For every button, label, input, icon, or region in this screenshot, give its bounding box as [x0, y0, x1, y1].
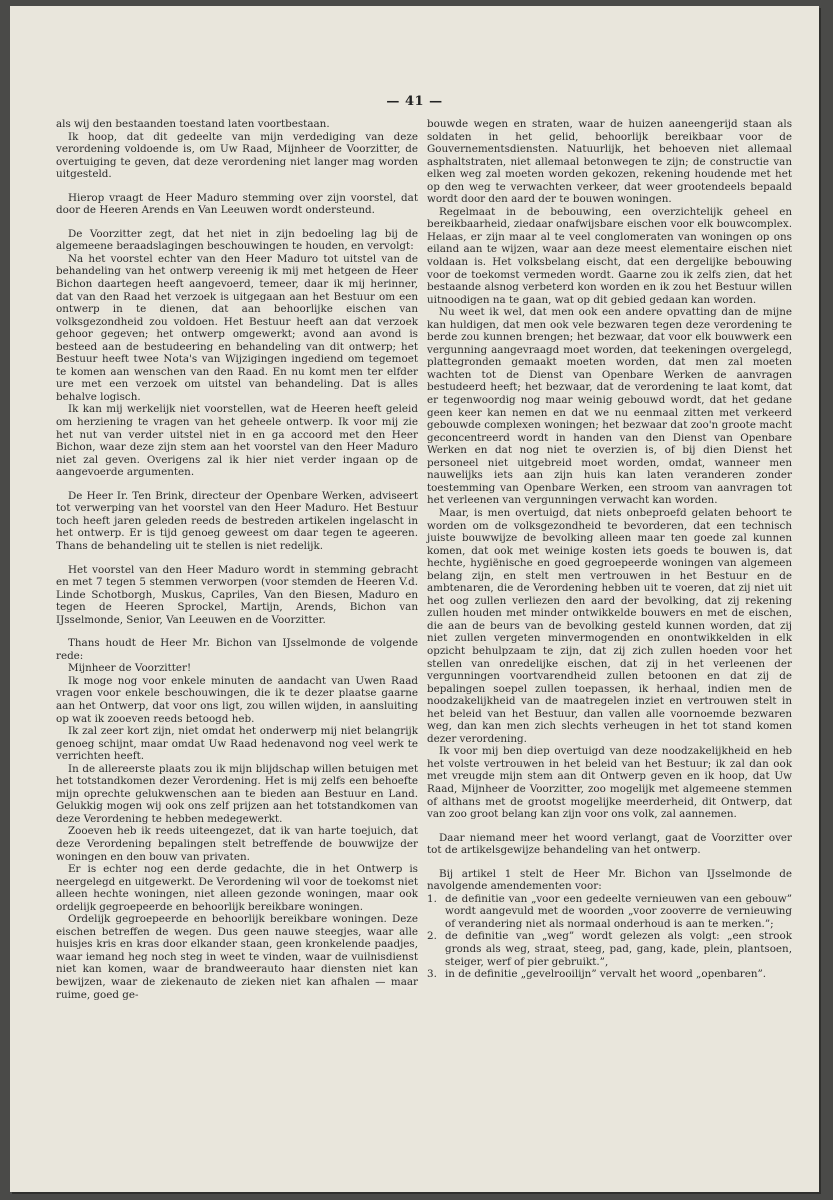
- amendment-number: 2.: [427, 930, 437, 943]
- document-page: [10, 6, 819, 1192]
- paragraph: Nu weet ik wel, dat men ook een andere opvatting dan de mijne kan huldigen, dat men ook vele bezwaren tegen deze verordening te berde zou kunnen brengen; het bezwaar, dat voor elk bouwwerk een vergunning aangevraagd moet worden, dat teekeningen overgelegd, plattegronden gemaakt moeten worden, dat men zal moeten wachten tot de Dienst van Openbare Werken de aanvragen bestudeerd heeft; het bezwaar, dat de verordening te laat komt, dat er tegenwoordig nog maar weinig gebouwd wordt, dat het gedane geen keer kan nemen en dat we nu eenmaal zitten met verkeerd gebouwde complexen woningen; het bezwaar dat zoo'n groote macht geconcentreerd wordt in handen van den Dienst van Openbare Werken en dat nog niet te overzien is, of bij dien Dienst het personeel niet uitgebreid moet worden, omdat, wanneer men nauwelijks iets aan zijn huis kan laten veranderen zonder toestemming van Openbare Werken, een stroom van aanvragen tot het verleenen van vergunningen verwacht kan worden.: [427, 306, 792, 507]
- amendment-item: [427, 968, 792, 981]
- paragraph: In de allereerste plaats zou ik mijn blijdschap willen betuigen met het totstandkomen dezer Verordening. Het is mij zelfs een behoefte mijn oprechte gelukwenschen aan te bieden aan Bestuur en Land. Gelukkig mogen wij ook ons zelf prijzen aan het totstandkomen van deze Verordening te hebben medegewerkt.: [56, 762, 418, 825]
- paragraph: Ik voor mij ben diep overtuigd van deze noodzakelijkheid en heb het volste vertrouwen in het beleid van het Bestuur; ik zal dan ook met vreugde mijn stem aan dit Ontwerp geven en ik hoop, dat Uw Raad, Mijnheer de Voorzitter, zoo mogelijk met algemeene stemmen of althans met de grootst mogelijke meerderheid, dit Ontwerp, dat van zoo groot belang kan zijn voor ons volk, zal aannemen.: [427, 745, 792, 821]
- page-number: — 41 —: [386, 94, 443, 109]
- paragraph: Hierop vraagt de Heer Maduro stemming over zijn voorstel, dat door de Heeren Arends en Van Leeuwen wordt ondersteund.: [56, 191, 418, 217]
- paragraph: Thans houdt de Heer Mr. Bichon van IJsselmonde de volgende rede:: [56, 637, 418, 662]
- left-column: [56, 118, 418, 1001]
- paragraph: Mijnheer de Voorzitter!: [68, 662, 192, 675]
- amendment-number: 1.: [427, 892, 437, 905]
- paragraph: Bij artikel 1 stelt de Heer Mr. Bichon van IJsselmonde de navolgende amendementen voor:: [427, 867, 792, 893]
- amendment-text: de definitie van „weg” wordt gelezen als volgt: „een strook gronds als weg, straat, steeg, pad, gang, kade, plein, plantsoen, steiger, werf of pier gebruikt.”,: [445, 930, 792, 968]
- paragraph: De Voorzitter zegt, dat het niet in zijn bedoeling lag bij de algemeene beraadslagingen beschouwingen te houden, en vervolgt:: [56, 227, 418, 253]
- paragraph: De Heer Ir. Ten Brink, directeur der Openbare Werken, adviseert tot verwerping van het voorstel van den Heer Maduro. Het Bestuur toch heeft jaren geleden reeds de bestreden artikelen ingelascht in het ontwerp. Er is tijd genoeg geweest om daar tegen te ageeren. Thans de behandeling uit te stellen is niet redelijk.: [56, 489, 418, 552]
- paragraph: als wij den bestaanden toestand laten voortbestaan.: [56, 118, 330, 130]
- amendment-item: [427, 893, 792, 931]
- paragraph: Maar, is men overtuigd, dat niets onbeproefd gelaten behoort te worden om de volksgezondheid te bevorderen, dat een technisch juiste bouwwijze de bevolking alleen maar ten goede zal kunnen komen, dat ook met weinige kosten iets goeds te bouwen is, dat hechte, hygiënische en goed gegroepeerde woningen van algemeen belang zijn, en stelt men vertrouwen in het Bestuur en de ambtenaren, die de Verordening hebben uit te voeren, dat zij niet uit het oog zullen verliezen den aard der bevolking, dat zij rekening zullen houden met minder ontwikkelde bouwers en met de eischen, die aan de beurs van de bevolking gesteld kunnen worden, dat zij niet zullen vergeten minvermogenden en onontwikkelden in elk opzicht behulpzaam te zijn, dat zij zich zullen hoeden voor het stellen van onredelijke eischen, dat zij in het verleenen der vergunningen voortvarendheid zullen betoonen en dat zij de bepalingen soepel zullen toepassen, ik herhaal, indien men de noodzakelijkheid van de maatregelen inziet en vertrouwen stelt in het beleid van het Bestuur, dan vallen alle voornoemde bezwaren weg, dan kan men zich slechts verheugen in het tot stand komen dezer verordening.: [427, 506, 792, 745]
- paragraph: Zooeven heb ik reeds uiteengezet, dat ik van harte toejuich, dat deze Verordening bepalingen stelt betreffende de bouwwijze der woningen en den bouw van privaten.: [56, 825, 418, 863]
- paragraph: Regelmaat in de bebouwing, een overzichtelijk geheel en bereikbaarheid, ziedaar onafwijsbare eischen voor elk bouwcomplex. Helaas, er zijn maar al te veel conglomeraten van woningen op ons eiland aan te wijzen, waar aan deze meest elementaire eischen niet voldaan is. Het volksbelang eischt, dat een dergelijke bebouwing voor de toekomst vermeden wordt. Gaarne zou ik zelfs zien, dat het bestaande alsnog verbeterd kon worden en ik zou het Bestuur willen uitnoodigen na te gaan, wat op dit gebied gedaan kan worden.: [427, 205, 792, 306]
- paragraph: Ik moge nog voor enkele minuten de aandacht van Uwen Raad vragen voor enkele beschouwingen, die ik te dezer plaatse gaarne aan het Ontwerp, dat voor ons ligt, zou willen wijden, in aansluiting op wat ik zooeven reeds betoogd heb.: [56, 674, 418, 725]
- amendment-item: [427, 930, 792, 968]
- paragraph: Er is echter nog een derde gedachte, die in het Ontwerp is neergelegd en uitgewerkt. De Verordening wil voor de toekomst niet alleen hechte woningen, niet alleen gezonde woningen, maar ook ordelijk gegroepeerde en behoorlijk bereikbare woningen.: [56, 863, 418, 913]
- right-column: [427, 118, 792, 981]
- paragraph: Ordelijk gegroepeerde en behoorlijk bereikbare woningen. Deze eischen betreffen de wegen. Dus geen nauwe steegjes, waar alle huisjes kris en kras door elkander staan, geen kronkelende paadjes, waar iemand heg noch steg in weet te vinden, waar de vuilnisdienst niet kan komen, waar de brandweerauto haar diensten niet kan bewijzen, waar de ziekenauto de zieken niet kan afhalen — maar ruime, goed ge-: [56, 913, 418, 1001]
- paragraph: Daar niemand meer het woord verlangt, gaat de Voorzitter over tot de artikelsgewijze behandeling van het ontwerp.: [427, 831, 792, 857]
- paragraph: Ik kan mij werkelijk niet voorstellen, wat de Heeren heeft geleid om herziening te vragen van het geheele ontwerp. Ik voor mij zie het nut van verder uitstel niet in en ga accoord met den Heer Bichon, waar deze zijn stem aan het voorstel van den Heer Maduro niet zal geven. Overigens zal ik hier niet verder ingaan op de aangevoerde argumenten.: [56, 403, 418, 479]
- paragraph: Ik zal zeer kort zijn, niet omdat het onderwerp mij niet belangrijk genoeg schijnt, maar omdat Uw Raad hedenavond nog veel werk te verrichten heeft.: [56, 725, 418, 763]
- paragraph: Het voorstel van den Heer Maduro wordt in stemming gebracht en met 7 tegen 5 stemmen verworpen (voor stemden de Heeren V.d. Linde Schotborgh, Muskus, Capriles, Van den Biesen, Maduro en tegen de Heeren Sprockel, Martijn, Arends, Bichon van IJsselmonde, Senior, Van Leeuwen en de Voorzitter.: [56, 563, 418, 626]
- paragraph: Ik hoop, dat dit gedeelte van mijn verdediging van deze verordening voldoende is, om Uw Raad, Mijnheer de Voorzitter, de overtuiging te geven, dat deze verordening niet langer mag worden uitgesteld.: [56, 130, 418, 181]
- paragraph: Na het voorstel echter van den Heer Maduro tot uitstel van de behandeling van het ontwerp vereenig ik mij met hetgeen de Heer Bichon daartegen heeft aangevoerd, temeer, daar ik mij herinner, dat van den Raad het verzoek is uitgegaan aan het Bestuur om een ontwerp in te dienen, dat aan behoorlijke eischen van volksgezondheid zou voldoen. Het Bestuur heeft aan dat verzoek gehoor gegeven; het ontwerp omgewerkt; avond aan avond is besteed aan de bestudeering en behandeling van dit ontwerp; het Bestuur heeft twee Nota's van Wijzigingen ingediend om tegemoet te komen aan wenschen van den Raad. En nu komt men ter elfder ure met een verzoek om uitstel van behandeling. Dat is alles behalve logisch.: [56, 252, 418, 403]
- amendment-text: in de definitie „gevelrooilijn” vervalt het woord „openbaren”.: [445, 968, 767, 981]
- amendment-number: 3.: [427, 968, 437, 981]
- paragraph: bouwde wegen en straten, waar de huizen aaneengerijd staan als soldaten in het gelid, behoorlijk bereikbaar voor de Gouvernementsdiensten. Natuurlijk, het behoeven niet allemaal asphaltstraten, niet allemaal betonwegen te zijn; de constructie van elken weg zal moeten worden gekozen, rekening houdende met het op den weg te verwachten verkeer, dat weer grootendeels bepaald wordt door den aard der te bouwen woningen.: [427, 118, 792, 206]
- amendment-text: de definitie van „voor een gedeelte vernieuwen van een gebouw” wordt aangevuld met de woorden „voor zooverre de vernieuwing of verandering niet als normaal onderhoud is aan te merken.”;: [445, 892, 792, 930]
